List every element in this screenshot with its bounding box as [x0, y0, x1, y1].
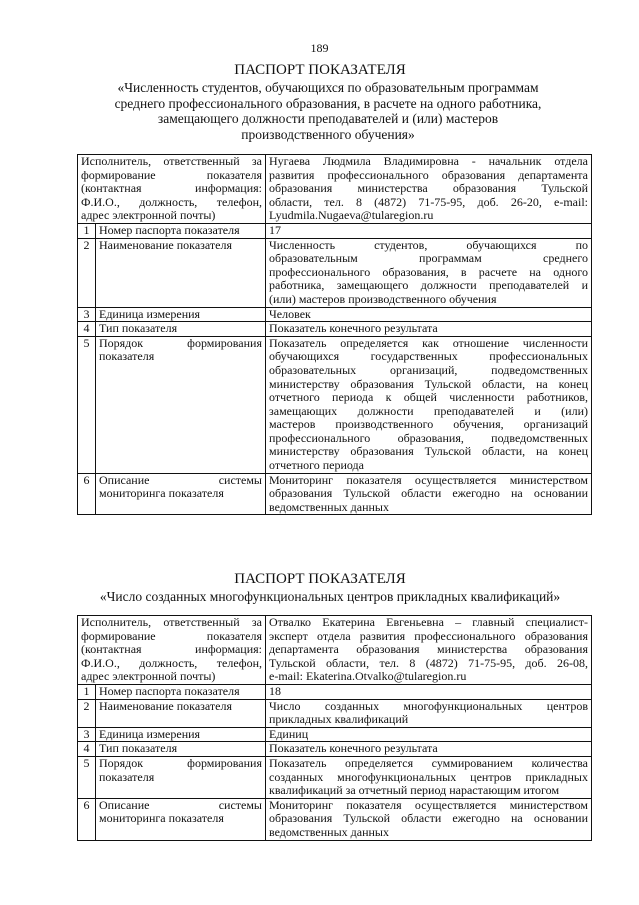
text-line: Мониторинг показателя осуществляется министерством [269, 472, 588, 487]
text-line: e-mail: Ekaterina.Otvalko@tularegion.ru [269, 669, 467, 684]
row-number: 6 [78, 473, 96, 515]
row-number: 2 [78, 238, 96, 307]
text-line: образования министерства образования Тульской [269, 181, 588, 196]
row-number: 3 [78, 727, 96, 742]
text-line: Порядок формирования [99, 335, 262, 350]
text-line: образования Тульской области ежегодно на основании [269, 811, 588, 826]
text-line: Показатель определяется как отношение численности [269, 335, 588, 350]
row-value [266, 742, 592, 757]
row-label [96, 473, 266, 515]
text-line: Показатель определяется суммированием количества [269, 755, 588, 770]
row-value [266, 684, 592, 699]
row-label [96, 684, 266, 699]
text-line: мастеров производственного обучения, организаций [269, 417, 588, 432]
table-row [78, 699, 592, 727]
text-line: мониторинга показателя [99, 811, 224, 826]
text-line: Тульской области, тел. 8 (4872) 71-75-95, доб. 26-08, [269, 655, 588, 670]
table-row [78, 742, 592, 757]
text-line: обучающихся государственных профессиональных [269, 349, 588, 364]
row-value [266, 223, 592, 238]
text-line: эксперт отдела развития профессионального образования [269, 628, 588, 643]
executor-row [78, 155, 592, 224]
text-line: прикладных квалификаций [269, 712, 409, 727]
row-number: 6 [78, 798, 96, 840]
subtitle-line: «Численность студентов, обучающихся по образовательным программам [117, 80, 539, 95]
text-line: Описание системы [99, 472, 262, 487]
table-row [78, 756, 592, 798]
row-number: 3 [78, 307, 96, 322]
text-line: Отвалко Екатерина Евгеньевна – главный специалист- [269, 615, 588, 629]
subtitle-line: замещающего должности преподавателей и (или) мастеров [157, 111, 499, 126]
text-line: работника, замещающего должности преподавателей и [269, 278, 588, 293]
text-line: формирование показателя [81, 167, 262, 182]
row-value [266, 473, 592, 515]
text-line: министерству образования Тульской области, на конец [269, 444, 588, 459]
row-number: 5 [78, 336, 96, 473]
row-number: 4 [78, 322, 96, 337]
row-value [266, 727, 592, 742]
text-line: формирование показателя [81, 628, 262, 643]
subtitle-line: среднего профессионального образования, в расчете на одного работника, [114, 95, 542, 111]
row-label [96, 336, 266, 473]
row-value [266, 238, 592, 307]
table-row [78, 727, 592, 742]
executor-label [78, 616, 266, 685]
row-number: 4 [78, 742, 96, 757]
text-line: образовательным программам среднего [269, 251, 588, 266]
row-number: 1 [78, 684, 96, 699]
row-number: 5 [78, 756, 96, 798]
text-line: показателя [99, 349, 155, 364]
row-label [96, 238, 266, 307]
executor-value [266, 155, 592, 224]
table-row [78, 238, 592, 307]
text-line: созданных многофункциональных центров прикладных [269, 769, 588, 784]
passport-subtitle [78, 80, 578, 142]
text-line: Ф.И.О., должность, телефон, [81, 194, 262, 209]
text-line: отчетного периода к общей численности работников, [269, 390, 588, 405]
row-label [96, 307, 266, 322]
subtitle-line: «Число созданных многофункциональных центров прикладных квалификаций» [99, 589, 561, 604]
page-number: 189 [310, 41, 329, 55]
row-label [96, 742, 266, 757]
table-row [78, 684, 592, 699]
text-line: адрес электронной почты) [81, 669, 216, 684]
text-line: Единица измерения [99, 726, 201, 741]
table-row [78, 473, 592, 515]
text-line: Исполнитель, ответственный за [81, 615, 262, 629]
text-line: Номер паспорта показателя [99, 683, 240, 698]
row-value [266, 322, 592, 337]
executor-label [78, 155, 266, 224]
text-line: Тип показателя [99, 741, 178, 756]
passport-heading: ПАСПОРТ ПОКАЗАТЕЛЯ [234, 571, 406, 587]
text-line: (или) мастеров производственного обучения [269, 291, 497, 306]
text-line: Показатель конечного результата [269, 321, 438, 336]
text-line: образования Тульской области ежегодно на основании [269, 486, 588, 501]
row-value [266, 798, 592, 840]
table-row [78, 322, 592, 337]
text-line: Наименование показателя [99, 698, 232, 713]
text-line: Наименование показателя [99, 237, 232, 252]
text-line: ведомственных данных [269, 499, 389, 514]
text-line: ведомственных данных [269, 824, 389, 839]
row-value [266, 307, 592, 322]
text-line: (контактная информация: [81, 642, 262, 657]
text-line: профессионального образования, в расчете на одного [269, 264, 588, 279]
table-row [78, 223, 592, 238]
text-line: отчетного периода [269, 458, 364, 473]
text-line: Человек [269, 306, 311, 321]
text-line: 17 [269, 222, 281, 237]
text-line: развития профессионального образования департамента [269, 167, 588, 182]
row-value [266, 336, 592, 473]
text-line: Порядок формирования [99, 755, 262, 770]
text-line: Ф.И.О., должность, телефон, [81, 655, 262, 670]
text-line: Тип показателя [99, 321, 178, 336]
table-row [78, 336, 592, 473]
text-line: министерству образования Тульской области, на конец [269, 376, 588, 391]
executor-value [266, 616, 592, 685]
row-label [96, 699, 266, 727]
row-label [96, 223, 266, 238]
row-value [266, 756, 592, 798]
text-line: Число созданных многофункциональных центров [269, 698, 588, 713]
passport-table [77, 615, 592, 841]
text-line: Мониторинг показателя осуществляется министерством [269, 797, 588, 812]
text-line: Численность студентов, обучающихся по [269, 237, 588, 252]
row-number: 2 [78, 699, 96, 727]
text-line: мониторинга показателя [99, 486, 224, 501]
text-line: замещающих должности преподавателей и (или) [269, 403, 588, 418]
text-line: показателя [99, 769, 155, 784]
text-line: департамента образования министерства образования [269, 642, 588, 657]
table-row [78, 307, 592, 322]
text-line: (контактная информация: [81, 181, 262, 196]
text-line: Показатель конечного результата [269, 741, 438, 756]
table-row [78, 798, 592, 840]
text-line: 18 [269, 683, 281, 698]
row-label [96, 798, 266, 840]
text-line: Lyudmila.Nugaeva@tularegion.ru [269, 208, 434, 223]
row-number: 1 [78, 223, 96, 238]
text-line: Исполнитель, ответственный за [81, 154, 262, 168]
passport-table [77, 154, 592, 515]
executor-row [78, 616, 592, 685]
row-label [96, 756, 266, 798]
text-line: образовательных организаций, подведомственных [269, 362, 588, 377]
row-value [266, 699, 592, 727]
text-line: Нугаева Людмила Владимировна - начальник отдела [269, 154, 588, 168]
text-line: области, тел. 8 (4872) 71-75-95, доб. 26-20, e-mail: [269, 194, 588, 209]
text-line: Единица измерения [99, 306, 201, 321]
text-line: Единиц [269, 726, 309, 741]
passport-subtitle [60, 589, 600, 605]
subtitle-line: производственного обучения» [241, 126, 415, 142]
text-line: Номер паспорта показателя [99, 222, 240, 237]
text-line: квалификаций за отчетный период нарастающим итогом [269, 783, 560, 798]
row-label [96, 322, 266, 337]
row-label [96, 727, 266, 742]
text-line: адрес электронной почты) [81, 208, 216, 223]
passport-heading: ПАСПОРТ ПОКАЗАТЕЛЯ [234, 62, 406, 78]
text-line: Описание системы [99, 797, 262, 812]
text-line: профессионального образования, подведомственных [269, 430, 588, 445]
